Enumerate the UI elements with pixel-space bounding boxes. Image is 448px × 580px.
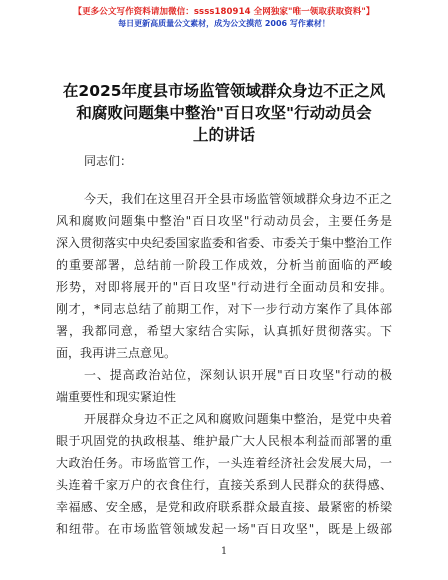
heading-line: 端重要性和现实紧迫性 (56, 390, 177, 404)
header-banner (0, 6, 448, 30)
paragraph-line: 大政治任务。市场监管工作，一头连着经济社会发展大局，一 (56, 456, 392, 470)
document-title (44, 80, 404, 146)
paragraph-line: 刚才，*同志总结了前期工作，对下一步行动方案作了具体部 (56, 302, 392, 316)
paragraph-1 (56, 188, 392, 364)
paragraph-line: 署，我都同意，希望大家结合实际，认真抓好贯彻落实。下 (56, 324, 392, 338)
paragraph-line: 风和腐败问题集中整治"百日攻坚"行动动员会，主要任务是 (56, 214, 392, 228)
paragraph-line: 面，我再讲三点意见。 (56, 346, 177, 360)
heading-line: 一、提高政治站位，深刻认识开展"百日攻坚"行动的极 (84, 368, 392, 382)
paragraph-line: 眼于巩固党的执政根基、维护最广大人民根本利益而部署的重 (56, 434, 392, 448)
paragraph-line: 今天，我们在这里召开全县市场监管领域群众身边不正之 (84, 192, 392, 206)
paragraph-line: 和纽带。在市场监管领域发起一场"百日攻坚"，既是上级部 (56, 522, 392, 536)
paragraph-line: 深入贯彻落实中央纪委国家监委和省委、市委关于集中整治工作 (56, 236, 392, 250)
paragraph-2 (56, 408, 392, 540)
paragraph-line: 头连着千家万户的衣食住行，直接关系到人民群众的获得感、 (56, 478, 392, 492)
banner-line-1: 【更多公文写作资料请加微信：ssss180914 全网独家"唯一领取获取资料"】 (73, 7, 375, 17)
title-line-3: 上的讲话 (192, 126, 255, 144)
salutation: 同志们： (84, 154, 133, 168)
paragraph-line: 幸福感、安全感，是党和政府联系群众最直接、最紧密的桥梁 (56, 500, 392, 514)
document-body (56, 150, 392, 540)
banner-line-2: 每日更新高质量公文素材，成为公文摸范 2006 写作素材！ (118, 19, 330, 28)
paragraph-line: 开展群众身边不正之风和腐败问题集中整治，是党中央着 (84, 412, 392, 426)
paragraph-line: 的重要部署，总结前一阶段工作成效，分析当前面临的严峻 (56, 258, 392, 272)
page-number: 1 (220, 546, 228, 557)
title-line-1: 在2025年度县市场监管领域群众身边不正之风 (62, 82, 386, 100)
title-line-2: 和腐败问题集中整治"百日攻坚"行动动员会 (76, 104, 372, 122)
section-heading-1 (56, 364, 392, 408)
paragraph-line: 形势，对即将展开的"百日攻坚"行动进行全面动员和安排。 (56, 280, 392, 294)
